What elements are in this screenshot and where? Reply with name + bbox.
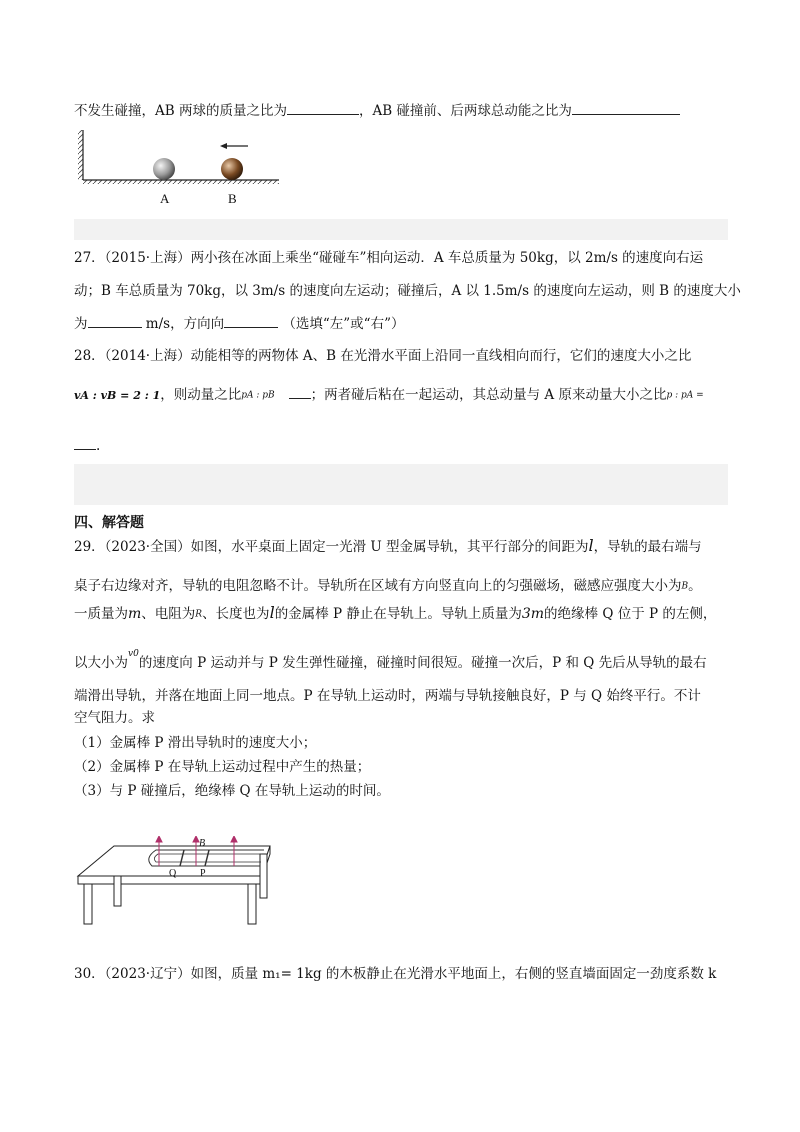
answer-area — [74, 219, 728, 240]
q30-line1: 30．（2023·辽宁）如图，质量 m₁= 1kg 的木板静止在光滑水平地面上，右侧的竖直墙面固定一劲度系数 k — [74, 966, 717, 982]
q26-line: 不发生碰撞，AB 两球的质量之比为 ，AB 碰撞前、后两球总动能之比为 — [74, 100, 680, 121]
q28-line3: . — [74, 435, 100, 456]
q29-sub3: （3）与 P 碰撞后，绝缘棒 Q 在导轨上运动的时间。 — [74, 783, 390, 799]
answer-blank[interactable] — [74, 435, 96, 450]
q27-line3: 为 m/s，方向向 （选填“左”或“右”） — [74, 313, 404, 334]
q29-line5: 端滑出导轨，并落在地面上同一地点。P 在导轨上运动时，两端与导轨接触良好，P 与 Q 始终平行。不计 — [74, 688, 701, 704]
ball-b — [221, 158, 243, 180]
table-leg — [84, 884, 92, 924]
ball-a — [153, 158, 175, 180]
q29-line1: 29．（2023·全国）如图，水平桌面上固定一光滑 U 型金属导轨，其平行部分的间距为l，导轨的最右端与 — [74, 536, 702, 555]
q29-line4: 以大小为$^{v0}$的速度向 P 运动并与 P 发生弹性碰撞，碰撞时间很短。碰撞一次后，P 和 Q 先后从导轨的最右 — [74, 648, 707, 671]
q29-sub2: （2）金属棒 P 在导轨上运动过程中产生的热量； — [74, 759, 371, 775]
q29-line6: 空气阻力。求 — [74, 710, 155, 726]
q28-line2: vA : vB = 2 : 1，则动量之比pA : pB ；两者碰后粘在一起运动，其总动量与 A 原来动量大小之比p : pA = — [74, 384, 704, 406]
fig-label-p: P — [200, 868, 206, 879]
q29-line2: 桌子右边缘对齐，导轨的电阻忽略不计。导轨所在区域有方向竖直向上的匀强磁场，磁感应强度大小为B。 — [74, 578, 702, 594]
fig-label-q: Q — [169, 868, 177, 879]
table-leg — [248, 884, 256, 924]
answer-blank[interactable] — [224, 313, 278, 328]
q27-line2: 动；B 车总质量为 70kg，以 3m/s 的速度向左运动；碰撞后，A 以 1.5m/s 的速度向左运动，则 B 的速度大小 — [74, 283, 741, 299]
answer-blank[interactable] — [88, 313, 142, 328]
table-leg — [114, 876, 121, 906]
section-heading: 四、解答题 — [74, 515, 144, 531]
q28-line1: 28．（2014·上海）动能相等的两物体 A、B 在光滑水平面上沿同一直线相向而行，它们的速度大小之比 — [74, 348, 692, 364]
answer-area — [74, 464, 728, 505]
table-leg — [260, 854, 267, 898]
answer-blank[interactable] — [289, 384, 311, 399]
label-b: B — [228, 191, 237, 206]
fig-label-b: B — [199, 838, 206, 849]
answer-blank[interactable] — [572, 100, 680, 115]
table-rail-figure — [74, 836, 274, 932]
arrow-head-icon — [220, 143, 227, 149]
q29-line3: 一质量为m、电阻为R、长度也为l的金属棒 P 静止在导轨上。导轨上质量为3m的绝缘棒 Q 位于 P 的左侧， — [74, 603, 717, 622]
collision-figure — [74, 128, 284, 212]
ground-hatch — [83, 180, 279, 184]
wall-hatch — [78, 130, 83, 180]
answer-blank[interactable] — [287, 100, 359, 115]
q29-sub1: （1）金属棒 P 滑出导轨时的速度大小； — [74, 735, 317, 751]
q27-line1: 27．（2015·上海）两小孩在冰面上乘坐“碰碰车”相向运动．A 车总质量为 50kg，以 2m/s 的速度向右运 — [74, 250, 704, 266]
label-a: A — [160, 191, 170, 206]
